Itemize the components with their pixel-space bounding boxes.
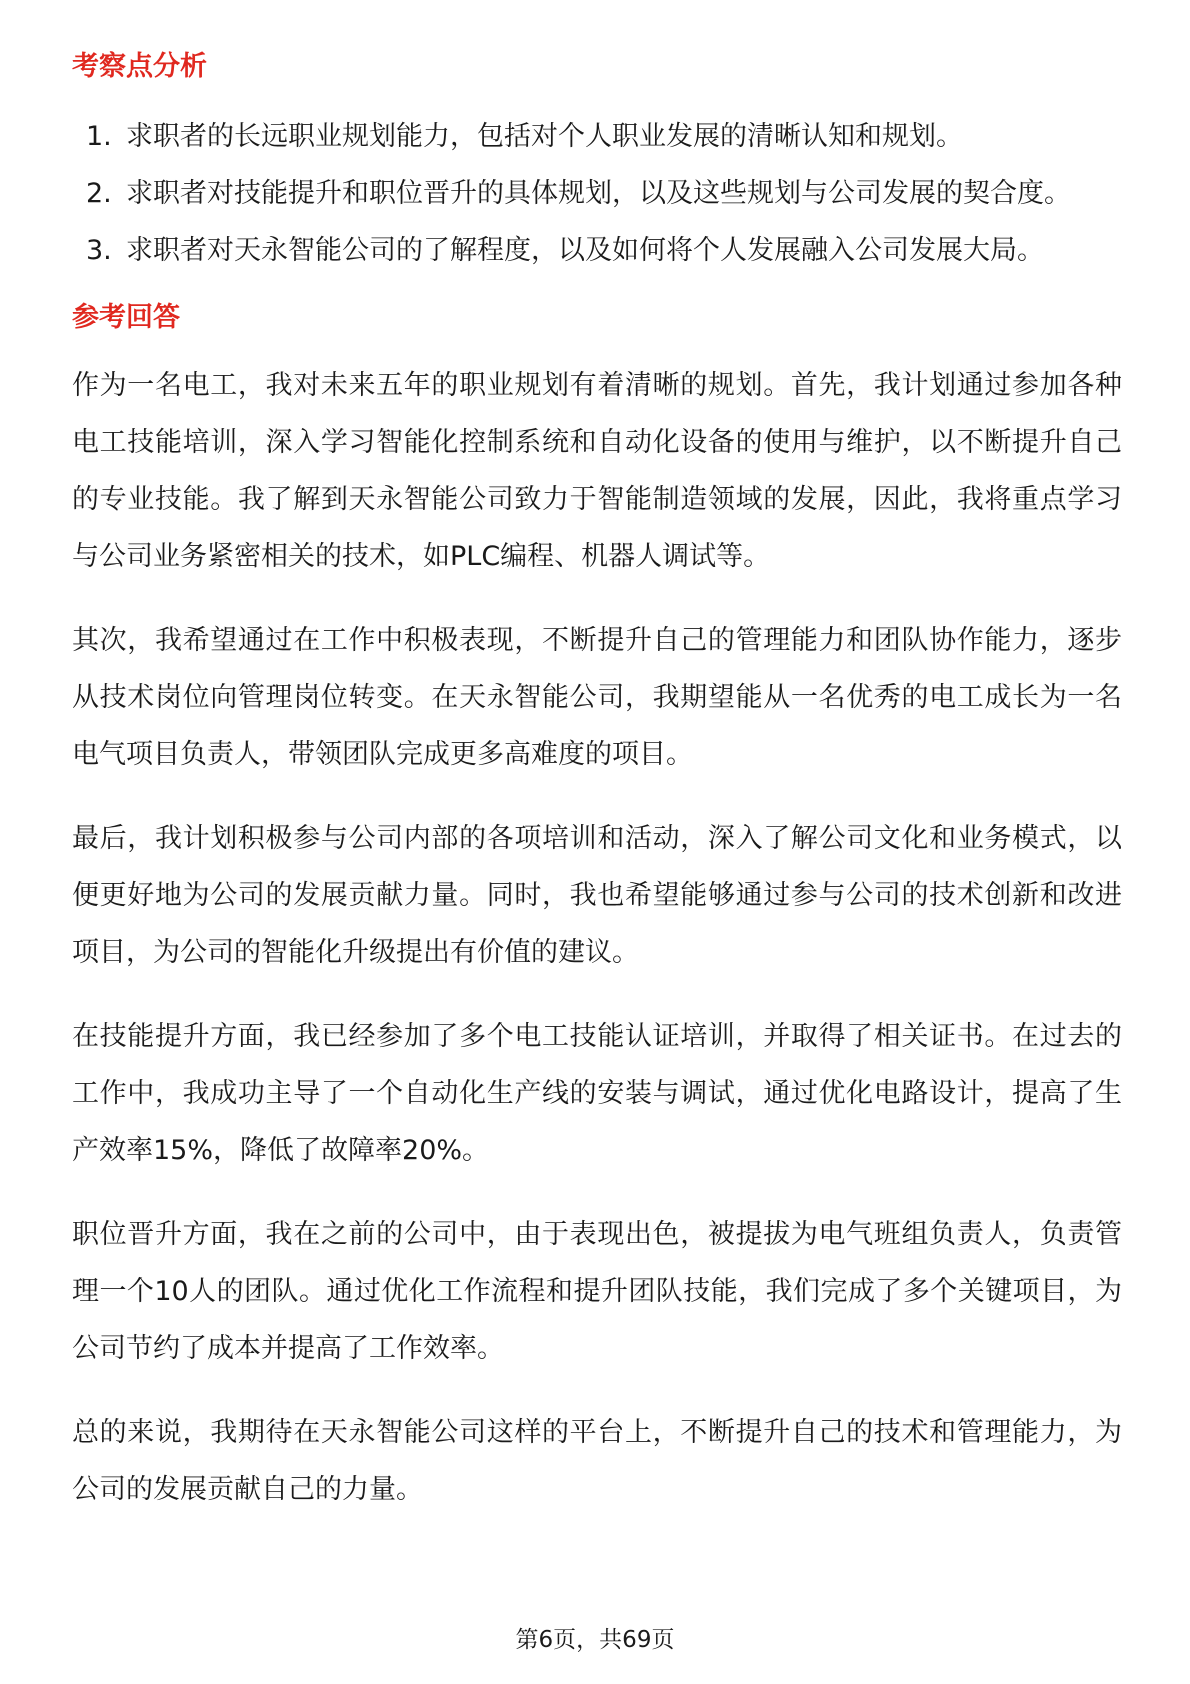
section-heading-analysis: 考察点分析 (72, 51, 207, 82)
list-item-number: 3. (86, 235, 112, 266)
page-content (72, 48, 1122, 1545)
list-item (72, 222, 1122, 279)
answer-paragraph: 职位晋升方面，我在之前的公司中，由于表现出色，被提拔为电气班组负责人，负责管理一个10人的团队。通过优化工作流程和提升团队技能，我们完成了多个关键项目，为公司节约了成本并提高了工作效率。 (72, 1219, 1122, 1364)
analysis-list (72, 108, 1122, 279)
answer-paragraph: 其次，我希望通过在工作中积极表现，不断提升自己的管理能力和团队协作能力，逐步从技术岗位向管理岗位转变。在天永智能公司，我期望能从一名优秀的电工成长为一名电气项目负责人，带领团队完成更多高难度的项目。 (72, 625, 1122, 770)
page-number: 第6页，共69页 (515, 1627, 675, 1653)
answer-paragraph: 作为一名电工，我对未来五年的职业规划有着清晰的规划。首先，我计划通过参加各种电工技能培训，深入学习智能化控制系统和自动化设备的使用与维护，以不断提升自己的专业技能。我了解到天永智能公司致力于智能制造领域的发展，因此，我将重点学习与公司业务紧密相关的技术，如PLC编程、机器人调试等。 (72, 370, 1122, 572)
list-item-text: 求职者对天永智能公司的了解程度，以及如何将个人发展融入公司发展大局。 (126, 235, 1044, 266)
answer-paragraph: 在技能提升方面，我已经参加了多个电工技能认证培训，并取得了相关证书。在过去的工作中，我成功主导了一个自动化生产线的安装与调试，通过优化电路设计，提高了生产效率15%，降低了故障率20%。 (72, 1021, 1122, 1166)
list-item-number: 1. (86, 121, 112, 152)
answer-paragraph: 最后，我计划积极参与公司内部的各项培训和活动，深入了解公司文化和业务模式，以便更好地为公司的发展贡献力量。同时，我也希望能够通过参与公司的技术创新和改进项目，为公司的智能化升级提出有价值的建议。 (72, 823, 1122, 968)
list-item-text: 求职者的长远职业规划能力，包括对个人职业发展的清晰认知和规划。 (126, 121, 963, 152)
list-item (72, 108, 1122, 165)
list-item (72, 165, 1122, 222)
list-item-number: 2. (86, 178, 112, 209)
answer-paragraph: 总的来说，我期待在天永智能公司这样的平台上，不断提升自己的技术和管理能力，为公司的发展贡献自己的力量。 (72, 1417, 1122, 1505)
list-item-text: 求职者对技能提升和职位晋升的具体规划，以及这些规划与公司发展的契合度。 (126, 178, 1071, 209)
section-heading-reference-answer: 参考回答 (72, 302, 180, 333)
